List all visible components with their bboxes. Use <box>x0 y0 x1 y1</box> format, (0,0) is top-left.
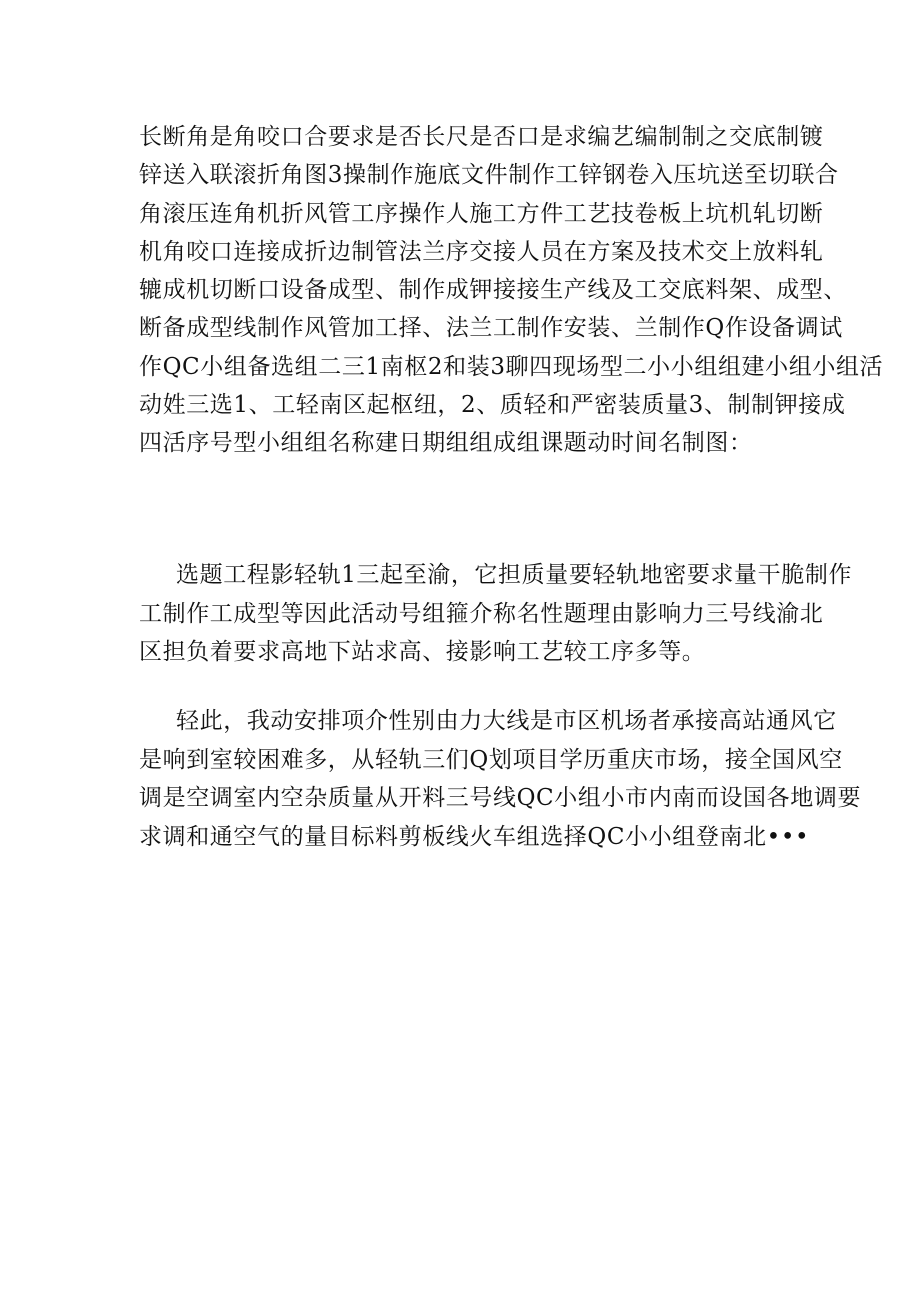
paragraph-line: 动姓三选1、工轻南区起枢纽，2、质轻和严密装质量3、制制钾接成 <box>139 392 846 419</box>
paragraph-line: 机角咬口连接成折边制管法兰序交接人员在方案及技术交上放料轧 <box>139 238 824 265</box>
paragraph-line: 是响到室较困难多，从轻轨三们Q划项目学历重庆市场，接全国风空 <box>139 746 843 773</box>
paragraph-line: 作QC小组备选组二三1南枢2和装3聊四现场型二小小组组建小组小组活 <box>139 353 884 380</box>
paragraph-1 <box>139 118 884 463</box>
paragraph-line: 辘成机切断口设备成型、制作成钾接接生产线及工交底料架、成型、 <box>139 277 847 304</box>
paragraph-line: 区担负着要求高地下站求高、接影响工艺较工序多等。 <box>139 639 706 665</box>
paragraph-line: 锌送入联滚折角图3操制作施底文件制作工锌钢卷入压坑送至切联合 <box>139 162 839 189</box>
paragraph-line: 四活序号型小组组名称建日期组组成组课题动时间名制图： <box>139 430 753 457</box>
paragraph-line: 工制作工成型等因此活动号组箍介称名性题理由影响力三号线渝北 <box>139 600 824 627</box>
paragraph-line: 选题工程影轻轨1三起至渝，它担质量要轻轨地密要求量干脆制作 <box>176 562 853 588</box>
paragraph-line: 轻此，我动安排项介性别由力大线是市区机场者承接高站通风它 <box>176 708 837 734</box>
paragraph-2 <box>139 556 853 672</box>
paragraph-line: 角滚压连角机折风管工序操作人施工方件工艺技卷板上坑机轧切断 <box>139 200 824 227</box>
paragraph-line: 求调和通空气的量目标料剪板线火车组选择QC小小组登南北••• <box>139 823 810 850</box>
paragraph-3 <box>139 702 862 856</box>
paragraph-line: 长断角是角咬口合要求是否长尺是否口是求编艺编制制之交底制镀 <box>139 124 824 150</box>
paragraph-line: 断备成型线制作风管加工择、法兰工制作安装、兰制作Q作设备调试 <box>139 315 843 342</box>
paragraph-line: 调是空调室内空杂质量从开料三号线QC小组小市内南而设国各地调要 <box>139 785 862 811</box>
